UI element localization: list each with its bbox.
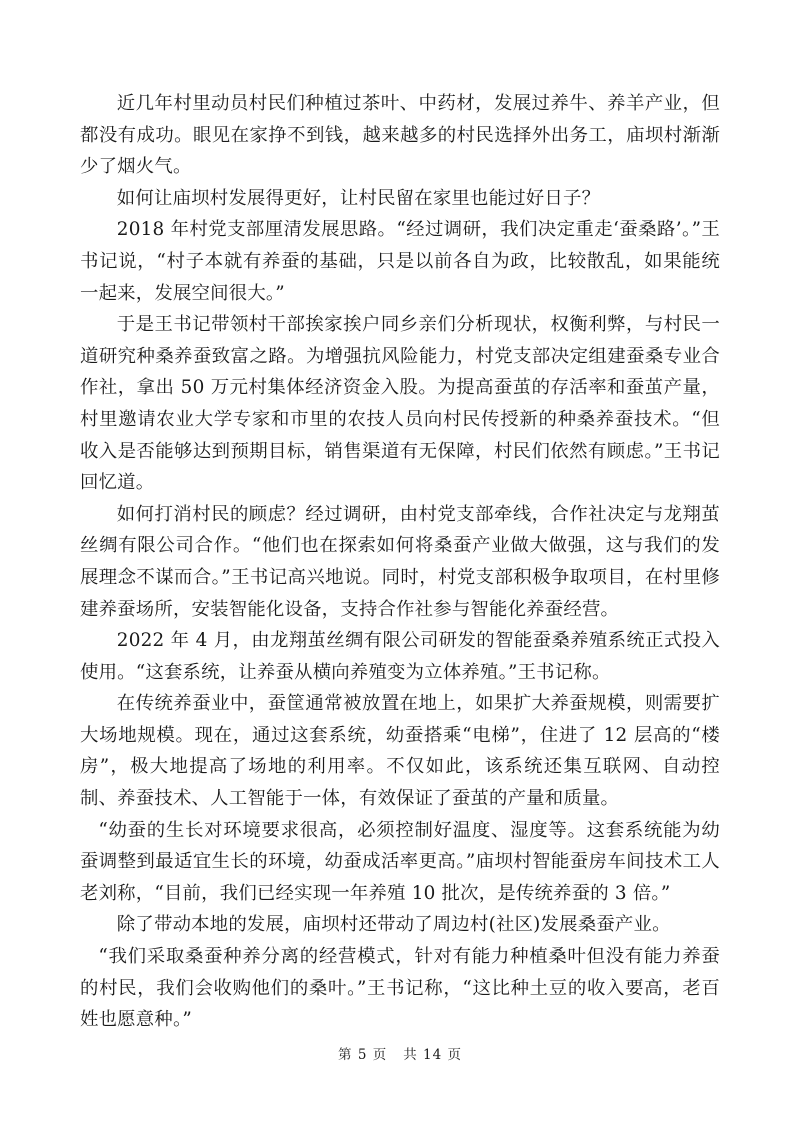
page-total: 共 14 页: [403, 1047, 462, 1063]
paragraph-5: 如何打消村民的顾虑？经过调研，由村党支部牵线，合作社决定与龙翔茧丝绸有限公司合作。“他们也在探索如何将桑蚕产业做大做强，这与我们的发展理念不谋而合。”王书记高兴地说。同时，村党支部积极争取项目，在村里修建养蚕场所，安装智能化设备，支持合作社参与智能化养蚕经营。: [80, 503, 720, 620]
paragraph-1: 近几年村里动员村民们种植过茶叶、中药材，发展过养牛、养羊产业，但都没有成功。眼见在家挣不到钱，越来越多的村民选择外出务工，庙坝村渐渐少了烟火气。: [80, 93, 720, 178]
paragraph-7: 在传统养蚕业中，蚕筐通常被放置在地上，如果扩大养蚕规模，则需要扩大场地规模。现在，通过这套系统，幼蚕搭乘“电梯”，住进了 12 层高的“楼房”，极大地提高了场地的利用率。不仅如此，该系统还集互联网、自动控制、养蚕技术、人工智能于一体，有效保证了蚕茧的产量和质量。: [80, 693, 720, 810]
paragraph-8: “幼蚕的生长对环境要求很高，必须控制好温度、湿度等。这套系统能为幼蚕调整到最适宜生长的环境，幼蚕成活率更高。”庙坝村智能蚕房车间技术工人老刘称，“目前，我们已经实现一年养殖 10 批次，是传统养蚕的 3 倍。”: [80, 819, 720, 904]
paragraph-3: 2018 年村党支部厘清发展思路。“经过调研，我们决定重走‘蚕桑路’。”王书记说，“村子本就有养蚕的基础，只是以前各自为政，比较散乱，如果能统一起来，发展空间很大。”: [80, 219, 720, 304]
page-number: 第 5 页: [338, 1047, 388, 1063]
paragraph-4: 于是王书记带领村干部挨家挨户同乡亲们分析现状，权衡利弊，与村民一道研究种桑养蚕致富之路。为增强抗风险能力，村党支部决定组建蚕桑专业合作社，拿出 50 万元村集体经济资金入股。为提高蚕茧的存活率和蚕茧产量，村里邀请农业大学专家和市里的农技人员向村民传授新的种桑养蚕技术。“但收入是否能够达到预期目标，销售渠道有无保障，村民们依然有顾虑。”王书记回忆道。: [80, 314, 720, 494]
paragraph-6: 2022 年 4 月，由龙翔茧丝绸有限公司研发的智能蚕桑养殖系统正式投入使用。“这套系统，让养蚕从横向养殖变为立体养殖。”王书记称。: [80, 630, 720, 683]
paragraph-2: 如何让庙坝村发展得更好，让村民留在家里也能过好日子？: [116, 187, 601, 209]
page-footer: [0, 1043, 800, 1063]
paragraph-9: 除了带动本地的发展，庙坝村还带动了周边村(社区)发展桑蚕产业。: [116, 914, 671, 936]
paragraph-10: “我们采取桑蚕种养分离的经营模式，针对有能力种植桑叶但没有能力养蚕的村民，我们会收购他们的桑叶。”王书记称，“这比种土豆的收入要高，老百姓也愿意种。”: [80, 946, 720, 1031]
document-body: [80, 88, 720, 1036]
